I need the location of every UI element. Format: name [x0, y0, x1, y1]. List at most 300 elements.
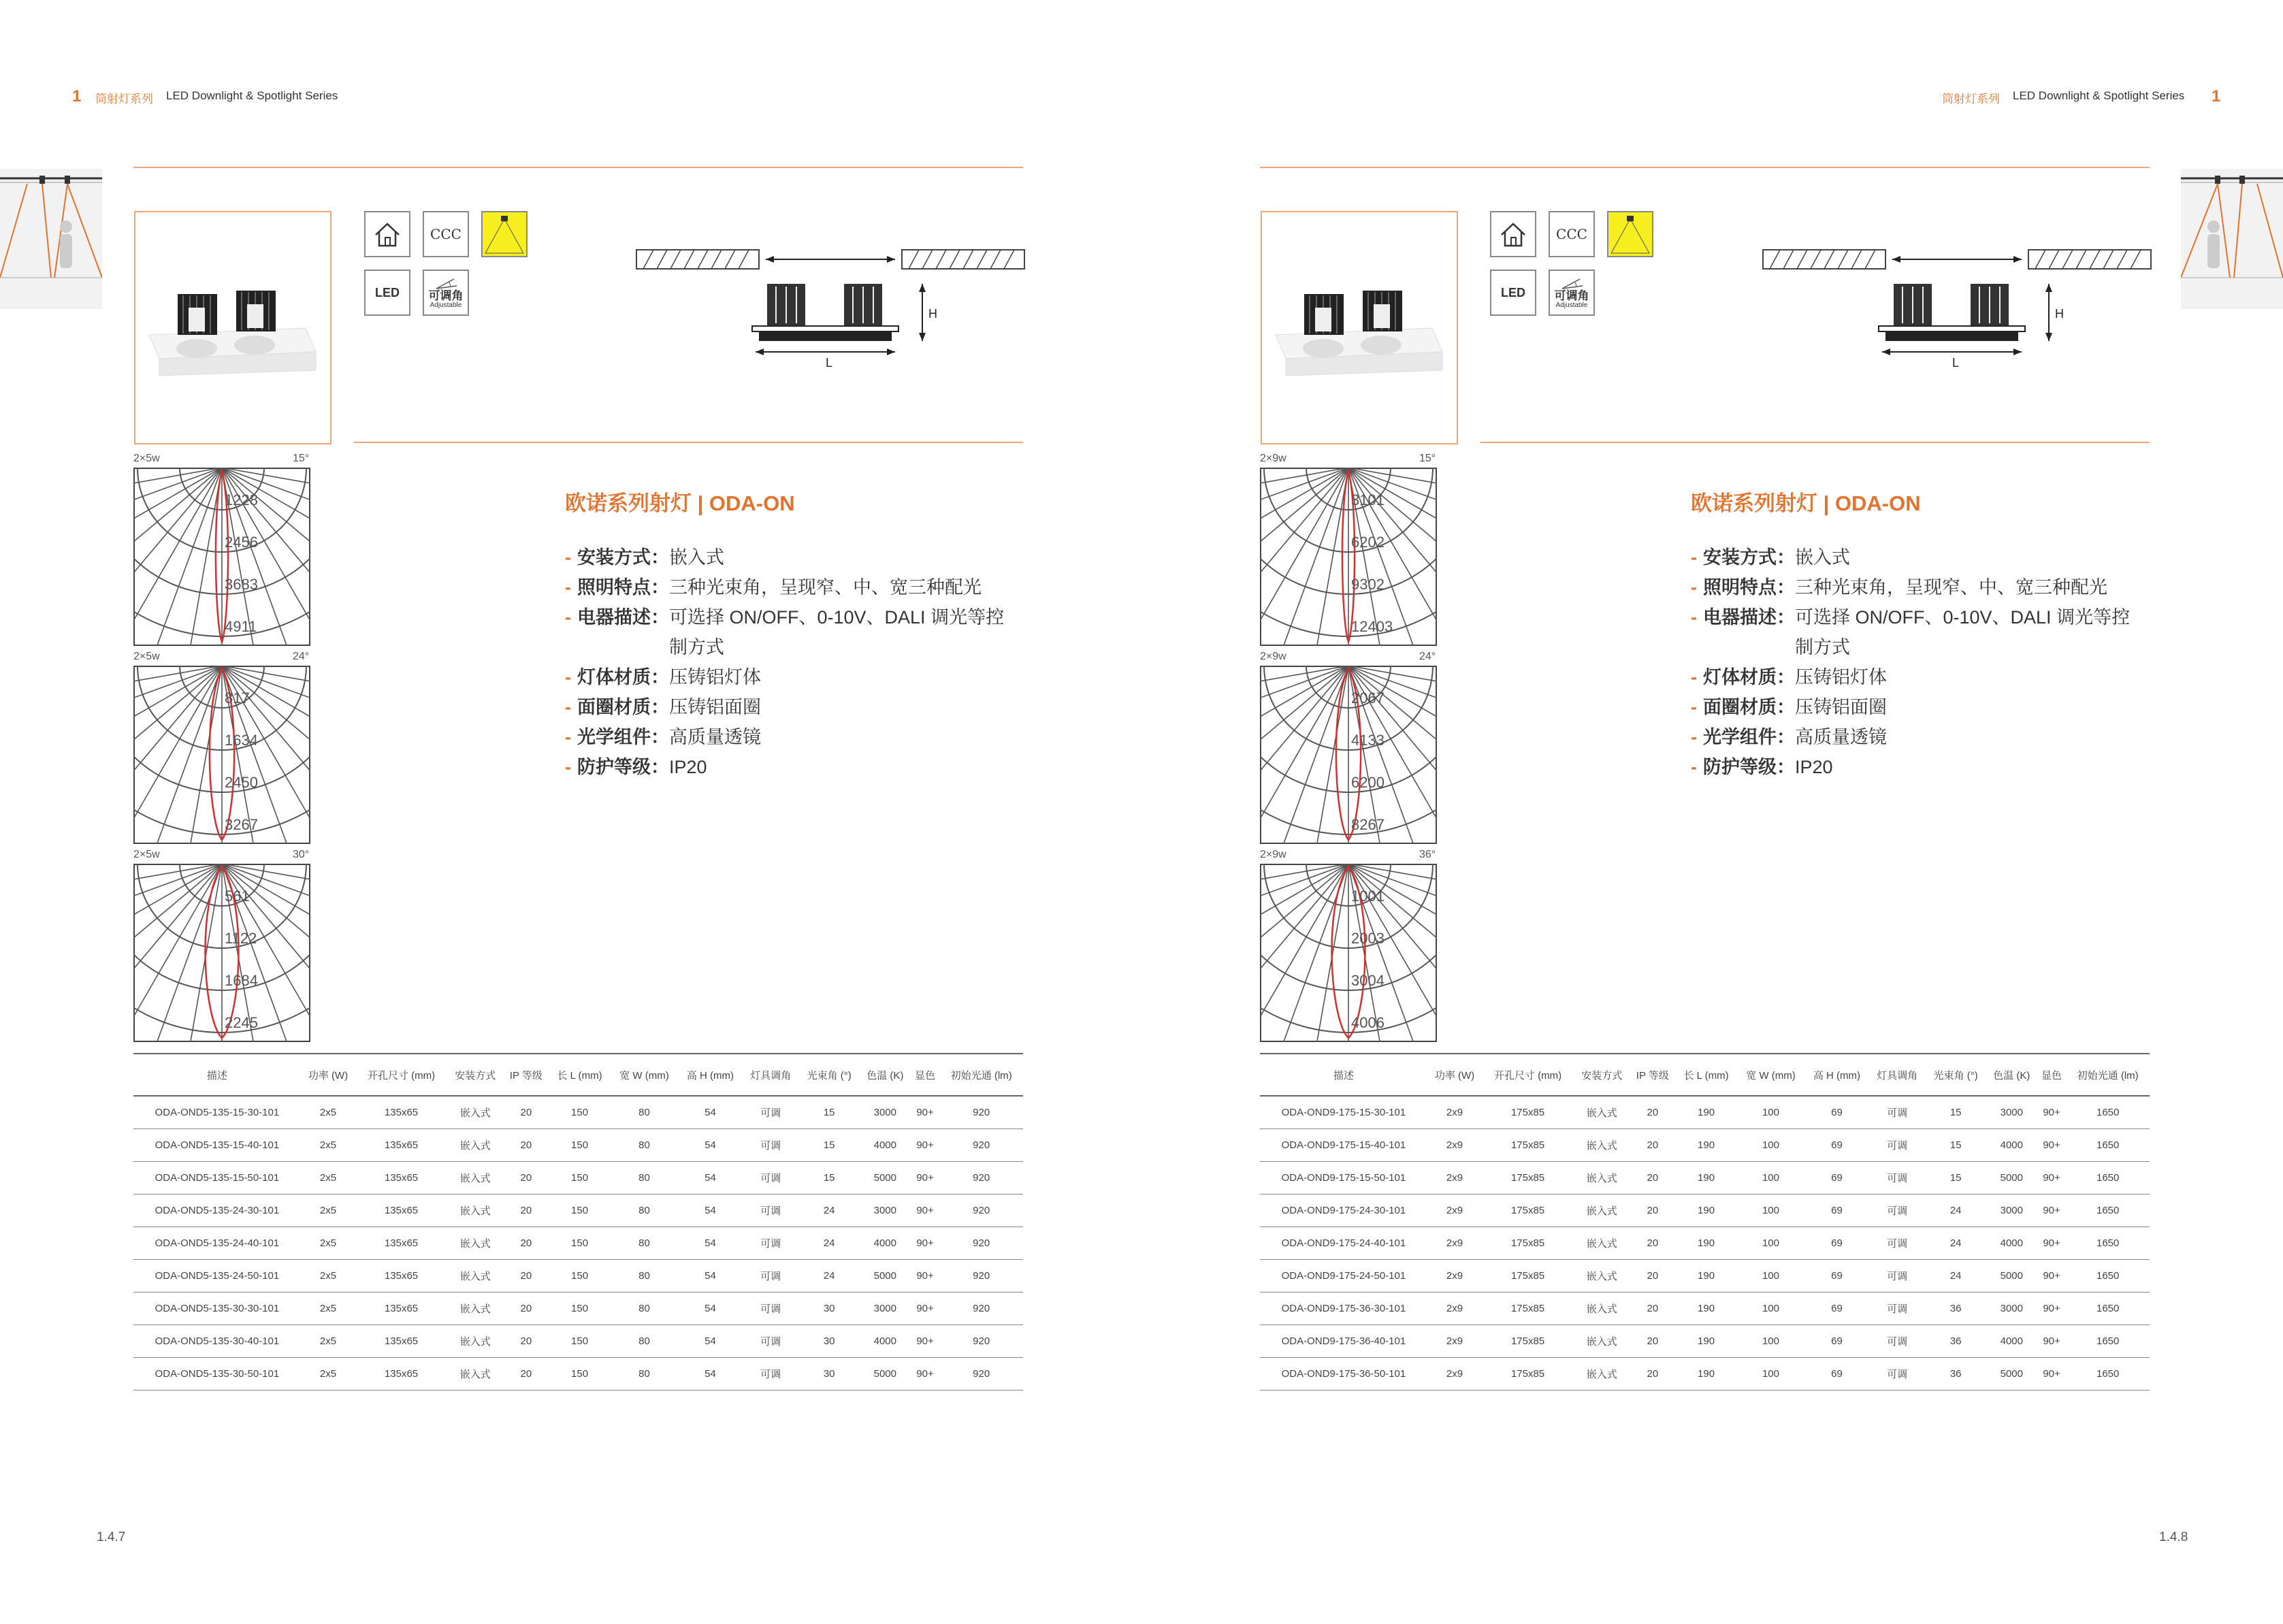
- table-cell: 135x65: [355, 1358, 447, 1391]
- table-cell: 2x5: [301, 1358, 355, 1391]
- table-cell: 5000: [860, 1358, 911, 1391]
- column-header: 宽 W (mm): [611, 1054, 678, 1096]
- table-cell: ODA-OND9-175-24-30-101: [1260, 1195, 1427, 1227]
- table-cell: 54: [678, 1227, 743, 1260]
- feature-list: [565, 542, 1009, 782]
- table-cell: 90+: [911, 1195, 940, 1227]
- table-cell: 2x5: [301, 1096, 355, 1129]
- table-cell: 90+: [911, 1260, 940, 1293]
- table-header-row: [133, 1054, 1023, 1096]
- column-header: 灯具调角: [1869, 1054, 1926, 1096]
- table-cell: ODA-OND5-135-30-50-101: [133, 1358, 301, 1391]
- table-cell: ODA-OND9-175-36-40-101: [1260, 1325, 1427, 1358]
- table-row: [133, 1325, 1023, 1358]
- table-cell: 80: [611, 1358, 678, 1391]
- feature-item: - 照明特点： 三种光束角，呈现窄、中、宽三种配光: [1691, 572, 2135, 602]
- table-cell: ODA-OND5-135-15-40-101: [133, 1129, 301, 1162]
- table-cell: 可调: [743, 1293, 799, 1325]
- polar-grid: [1260, 468, 1437, 646]
- table-cell: 1650: [2066, 1195, 2150, 1227]
- table-cell: 20: [1630, 1325, 1676, 1358]
- polar-value: 1001: [1351, 888, 1385, 905]
- polar-value: 817: [225, 689, 250, 707]
- polar-power: 2×9w: [1260, 453, 1286, 464]
- table-cell: 190: [1675, 1325, 1737, 1358]
- table-row: [1260, 1096, 2150, 1129]
- table-cell: 100: [1737, 1195, 1804, 1227]
- table-cell: 90+: [2037, 1096, 2067, 1129]
- column-header: 描述: [133, 1054, 301, 1096]
- feature-key: 照明特点：: [577, 577, 669, 598]
- polar-value: 1634: [225, 732, 258, 749]
- column-header: 开孔尺寸 (mm): [1482, 1054, 1574, 1096]
- table-cell: ODA-OND9-175-15-30-101: [1260, 1096, 1427, 1129]
- column-header: 宽 W (mm): [1737, 1054, 1804, 1096]
- column-header: 灯具调角: [743, 1054, 799, 1096]
- table-cell: 90+: [911, 1293, 940, 1325]
- table-cell: 135x65: [355, 1227, 447, 1260]
- feature-value: 嵌入式: [669, 547, 724, 568]
- table-cell: 920: [939, 1325, 1023, 1358]
- feature-value: IP20: [1795, 757, 1833, 777]
- column-header: 安装方式: [447, 1054, 504, 1096]
- table-cell: ODA-OND9-175-36-50-101: [1260, 1358, 1427, 1391]
- feature-key: 电器描述：: [577, 607, 669, 628]
- polar-angle: 15°: [1419, 453, 1436, 464]
- polar-angle: 15°: [293, 453, 310, 464]
- table-cell: 嵌入式: [1574, 1260, 1630, 1293]
- table-cell: 2x9: [1427, 1325, 1482, 1358]
- table-cell: 190: [1675, 1227, 1737, 1260]
- table-cell: 920: [939, 1293, 1023, 1325]
- table-cell: 920: [939, 1162, 1023, 1195]
- table-cell: 30: [798, 1325, 859, 1358]
- table-cell: 90+: [911, 1162, 940, 1195]
- feature-item: - 灯体材质： 压铸铝灯体: [565, 662, 1009, 692]
- polar-value: 1122: [225, 930, 257, 947]
- table-cell: ODA-OND5-135-24-40-101: [133, 1227, 301, 1260]
- table-cell: 可调: [1869, 1096, 1926, 1129]
- table-cell: 4000: [1986, 1227, 2037, 1260]
- table-cell: 920: [939, 1096, 1023, 1129]
- feature-key: 面圈材质：: [1703, 697, 1795, 717]
- indoor-icon: [1490, 211, 1536, 257]
- polar-value: 12403: [1351, 618, 1393, 635]
- table-cell: 4000: [1986, 1325, 2037, 1358]
- feature-key: 电器描述：: [1703, 607, 1795, 628]
- polar-spoke: [133, 468, 222, 604]
- table-cell: 3000: [860, 1195, 911, 1227]
- mid-divider: [354, 442, 1023, 443]
- table-cell: 920: [939, 1129, 1023, 1162]
- column-header: IP 等级: [1630, 1054, 1676, 1096]
- feature-key: 照明特点：: [1703, 577, 1795, 598]
- table-cell: 920: [939, 1358, 1023, 1391]
- polar-spoke: [1260, 666, 1348, 759]
- column-header: 长 L (mm): [549, 1054, 611, 1096]
- table-cell: 20: [504, 1129, 549, 1162]
- table-cell: 20: [504, 1162, 549, 1195]
- polar-power: 2×5w: [133, 453, 160, 464]
- table-cell: 15: [798, 1129, 859, 1162]
- table-cell: 4000: [860, 1227, 911, 1260]
- edge-thumbnail: [2181, 169, 2283, 309]
- table-cell: 150: [549, 1358, 611, 1391]
- polar-spoke: [133, 666, 222, 802]
- column-header: 高 H (mm): [1804, 1054, 1869, 1096]
- feature-key: 光学组件：: [1703, 727, 1795, 747]
- polar-spoke: [1260, 666, 1348, 802]
- polar-grid: [133, 468, 310, 646]
- spec-table: [133, 1053, 1023, 1391]
- table-cell: 135x65: [355, 1096, 447, 1129]
- table-cell: 2x5: [301, 1260, 355, 1293]
- table-cell: 135x65: [355, 1325, 447, 1358]
- table-cell: 15: [1925, 1096, 1986, 1129]
- table-cell: 135x65: [355, 1260, 447, 1293]
- polar-spoke: [175, 864, 222, 1042]
- table-cell: 150: [549, 1129, 611, 1162]
- table-cell: 36: [1925, 1325, 1986, 1358]
- table-cell: 可调: [1869, 1325, 1926, 1358]
- polar-grid: [133, 864, 310, 1042]
- table-cell: 190: [1675, 1162, 1737, 1195]
- table-cell: 嵌入式: [1574, 1325, 1630, 1358]
- table-cell: 24: [798, 1260, 859, 1293]
- feature-key: 灯体材质：: [1703, 667, 1795, 687]
- table-cell: 54: [678, 1293, 743, 1325]
- table-cell: 100: [1737, 1358, 1804, 1391]
- table-row: [133, 1293, 1023, 1325]
- table-row: [1260, 1293, 2150, 1325]
- polar-angle: 30°: [293, 849, 310, 860]
- table-cell: 90+: [2037, 1293, 2067, 1325]
- table-cell: 可调: [1869, 1195, 1926, 1227]
- feature-item: - 电器描述： 可选择 ON/OFF、0-10V、DALI 调光等控制方式: [1691, 602, 2135, 662]
- table-cell: 20: [1630, 1293, 1676, 1325]
- table-cell: 69: [1804, 1325, 1869, 1358]
- table-cell: 90+: [2037, 1325, 2067, 1358]
- table-cell: 90+: [911, 1096, 940, 1129]
- table-cell: 可调: [743, 1227, 799, 1260]
- feature-item: - 安装方式： 嵌入式: [1691, 542, 2135, 572]
- polar-spoke: [1301, 864, 1348, 1042]
- table-cell: 90+: [2037, 1358, 2067, 1391]
- table-cell: 5000: [860, 1260, 911, 1293]
- feature-value: 三种光束角，呈现窄、中、宽三种配光: [1795, 577, 2107, 598]
- table-cell: 80: [611, 1260, 678, 1293]
- table-cell: 2x9: [1427, 1260, 1482, 1293]
- table-cell: 5000: [1986, 1358, 2037, 1391]
- table-cell: 190: [1675, 1195, 1737, 1227]
- table-cell: 100: [1737, 1260, 1804, 1293]
- table-row: [1260, 1195, 2150, 1227]
- feature-item: - 电器描述： 可选择 ON/OFF、0-10V、DALI 调光等控制方式: [565, 602, 1009, 662]
- table-cell: 嵌入式: [1574, 1227, 1630, 1260]
- table-cell: 嵌入式: [447, 1325, 504, 1358]
- table-cell: 150: [549, 1260, 611, 1293]
- feature-value: 高质量透镜: [669, 727, 761, 747]
- table-cell: 69: [1804, 1358, 1869, 1391]
- column-header: 高 H (mm): [678, 1054, 743, 1096]
- polar-spoke: [1301, 468, 1348, 646]
- table-cell: 54: [678, 1260, 743, 1293]
- table-cell: 69: [1804, 1227, 1869, 1260]
- table-cell: 90+: [911, 1129, 940, 1162]
- table-cell: 1650: [2066, 1325, 2150, 1358]
- series-title-cn: 筒射灯系列: [1942, 93, 2000, 105]
- house-icon: [1496, 217, 1530, 251]
- ccc-icon: CCC: [423, 211, 469, 257]
- table-cell: 90+: [911, 1325, 940, 1358]
- table-cell: 嵌入式: [1574, 1358, 1630, 1391]
- table-cell: 190: [1675, 1096, 1737, 1129]
- table-cell: 69: [1804, 1162, 1869, 1195]
- length-label: L: [1952, 356, 1960, 370]
- spotlight-icon: [1608, 212, 1652, 256]
- height-label: H: [2055, 307, 2064, 321]
- polar-value: 2245: [225, 1014, 258, 1031]
- table-cell: 2x5: [301, 1293, 355, 1325]
- table-cell: 90+: [2037, 1260, 2067, 1293]
- page-mark: 1: [2212, 87, 2221, 105]
- table-cell: ODA-OND9-175-36-30-101: [1260, 1293, 1427, 1325]
- table-cell: 54: [678, 1325, 743, 1358]
- polar-value: 1684: [225, 972, 258, 989]
- table-row: [133, 1227, 1023, 1260]
- feature-value: 高质量透镜: [1795, 727, 1887, 747]
- feature-item: - 安装方式： 嵌入式: [565, 542, 1009, 572]
- table-cell: 2x9: [1427, 1227, 1482, 1260]
- polar-spoke: [1260, 666, 1348, 841]
- table-cell: 20: [504, 1325, 549, 1358]
- table-cell: 175x85: [1482, 1162, 1574, 1195]
- polar-spoke: [133, 864, 222, 1039]
- table-cell: 175x85: [1482, 1195, 1574, 1227]
- house-icon: [370, 217, 404, 251]
- feature-key: 防护等级：: [1703, 757, 1795, 777]
- table-cell: 20: [504, 1358, 549, 1391]
- table-row: [133, 1129, 1023, 1162]
- polar-spoke: [1260, 864, 1348, 1039]
- product-title: 欧诺系列射灯 | ODA-ON: [565, 491, 795, 515]
- table-cell: 80: [611, 1227, 678, 1260]
- polar-spoke: [133, 468, 222, 643]
- table-cell: 可调: [743, 1358, 799, 1391]
- table-cell: 1650: [2066, 1293, 2150, 1325]
- polar-value: 4911: [225, 618, 257, 635]
- table-cell: 可调: [743, 1129, 799, 1162]
- table-cell: 1650: [2066, 1129, 2150, 1162]
- polar-value: 3101: [1351, 491, 1385, 508]
- feature-item: - 照明特点： 三种光束角，呈现窄、中、宽三种配光: [565, 572, 1009, 602]
- indoor-icon: [364, 211, 410, 257]
- adjustable-label-cn: 可调角: [1554, 289, 1589, 302]
- table-cell: 24: [798, 1227, 859, 1260]
- table-cell: 30: [798, 1358, 859, 1391]
- product-title: 欧诺系列射灯 | ODA-ON: [1691, 491, 1921, 515]
- table-cell: ODA-OND9-175-15-50-101: [1260, 1162, 1427, 1195]
- spotlight-icon: [483, 212, 526, 256]
- polar-spoke: [133, 666, 222, 841]
- table-row: [1260, 1162, 2150, 1195]
- polar-power: 2×5w: [133, 651, 160, 662]
- feature-key: 面圈材质：: [577, 697, 669, 717]
- table-cell: 20: [1630, 1195, 1676, 1227]
- table-cell: 4000: [1986, 1129, 2037, 1162]
- column-header: 色温 (K): [1986, 1054, 2037, 1096]
- table-cell: 20: [1630, 1129, 1676, 1162]
- table-cell: ODA-OND5-135-15-50-101: [133, 1162, 301, 1195]
- table-cell: 920: [939, 1195, 1023, 1227]
- table-cell: 嵌入式: [1574, 1293, 1630, 1325]
- polar-value: 1228: [225, 491, 258, 508]
- table-cell: 2x5: [301, 1162, 355, 1195]
- polar-value: 2456: [225, 534, 258, 551]
- page-number: 1.4.8: [2159, 1530, 2188, 1544]
- table-cell: 嵌入式: [447, 1195, 504, 1227]
- table-cell: 90+: [2037, 1227, 2067, 1260]
- table-cell: 20: [1630, 1358, 1676, 1391]
- column-header: 光束角 (°): [1925, 1054, 1986, 1096]
- table-cell: 嵌入式: [447, 1162, 504, 1195]
- table-row: [133, 1358, 1023, 1391]
- feature-value: 三种光束角，呈现窄、中、宽三种配光: [669, 577, 982, 598]
- table-cell: 嵌入式: [1574, 1195, 1630, 1227]
- table-cell: 可调: [743, 1195, 799, 1227]
- table-cell: 5000: [860, 1162, 911, 1195]
- polar-angle: 24°: [1419, 651, 1436, 662]
- table-cell: 3000: [860, 1096, 911, 1129]
- installation-diagram: [633, 242, 1025, 371]
- table-cell: 135x65: [355, 1129, 447, 1162]
- table-cell: 36: [1925, 1358, 1986, 1391]
- table-cell: 2x9: [1427, 1293, 1482, 1325]
- polar-spoke: [1260, 468, 1348, 643]
- beam-light-icon: [1607, 211, 1653, 257]
- table-cell: 嵌入式: [447, 1096, 504, 1129]
- column-header: 长 L (mm): [1675, 1054, 1737, 1096]
- table-cell: 150: [549, 1325, 611, 1358]
- feature-value: 可选择 ON/OFF、0-10V、DALI 调光等控制方式: [669, 607, 1005, 657]
- table-cell: 24: [1925, 1260, 1986, 1293]
- column-header: 安装方式: [1574, 1054, 1630, 1096]
- page-number: 1.4.7: [97, 1530, 126, 1544]
- column-header: 描述: [1260, 1054, 1427, 1096]
- table-row: [1260, 1325, 2150, 1358]
- table-cell: 可调: [743, 1162, 799, 1195]
- table-cell: 3000: [860, 1293, 911, 1325]
- polar-value: 3683: [225, 576, 258, 593]
- table-cell: 15: [1925, 1129, 1986, 1162]
- table-cell: 24: [798, 1195, 859, 1227]
- table-cell: 175x85: [1482, 1293, 1574, 1325]
- table-cell: 54: [678, 1162, 743, 1195]
- edge-thumbnail: [0, 169, 102, 309]
- table-cell: 15: [798, 1096, 859, 1129]
- feature-key: 灯体材质：: [577, 667, 669, 687]
- table-cell: 54: [678, 1096, 743, 1129]
- table-cell: 190: [1675, 1260, 1737, 1293]
- table-cell: 可调: [1869, 1162, 1926, 1195]
- table-cell: 20: [504, 1227, 549, 1260]
- column-header: 开孔尺寸 (mm): [355, 1054, 447, 1096]
- feature-item: - 面圈材质： 压铸铝面圈: [565, 692, 1009, 722]
- table-row: [133, 1260, 1023, 1293]
- column-header: 功率 (W): [301, 1054, 355, 1096]
- table-cell: 175x85: [1482, 1325, 1574, 1358]
- table-row: [133, 1195, 1023, 1227]
- table-cell: 175x85: [1482, 1260, 1574, 1293]
- polar-spoke: [133, 666, 222, 759]
- table-cell: 15: [1925, 1162, 1986, 1195]
- table-cell: 920: [939, 1260, 1023, 1293]
- polar-value: 4006: [1351, 1014, 1385, 1031]
- table-cell: 920: [939, 1227, 1023, 1260]
- table-cell: 20: [1630, 1096, 1676, 1129]
- table-cell: 135x65: [355, 1195, 447, 1227]
- series-title-en: LED Downlight & Spotlight Series: [2013, 89, 2185, 102]
- table-cell: 175x85: [1482, 1358, 1574, 1391]
- table-cell: 20: [504, 1293, 549, 1325]
- beam-light-icon: [481, 211, 528, 257]
- table-cell: ODA-OND9-175-24-50-101: [1260, 1260, 1427, 1293]
- table-cell: 90+: [2037, 1162, 2067, 1195]
- adjustable-icon: [423, 270, 469, 316]
- angle-icon: [434, 276, 458, 290]
- table-cell: 69: [1804, 1195, 1869, 1227]
- table-cell: 20: [504, 1195, 549, 1227]
- table-row: [1260, 1227, 2150, 1260]
- polar-grid: [1260, 666, 1437, 844]
- adjustable-icon: [1549, 270, 1595, 316]
- adjustable-label-cn: 可调角: [428, 289, 464, 302]
- table-cell: 2x5: [301, 1227, 355, 1260]
- table-cell: 90+: [911, 1358, 940, 1391]
- polar-spoke: [175, 468, 222, 646]
- column-header: 显色: [2037, 1054, 2067, 1096]
- table-cell: 可调: [743, 1096, 799, 1129]
- table-cell: 175x85: [1482, 1096, 1574, 1129]
- table-cell: 24: [1925, 1227, 1986, 1260]
- table-cell: 80: [611, 1293, 678, 1325]
- table-cell: 100: [1737, 1096, 1804, 1129]
- feature-item: - 光学组件： 高质量透镜: [565, 722, 1009, 752]
- table-cell: 1650: [2066, 1358, 2150, 1391]
- table-cell: 20: [1630, 1162, 1676, 1195]
- adjustable-label-en: Adjustable: [430, 302, 462, 309]
- table-cell: 54: [678, 1129, 743, 1162]
- table-cell: 嵌入式: [1574, 1129, 1630, 1162]
- table-cell: 20: [504, 1096, 549, 1129]
- table-cell: ODA-OND5-135-30-40-101: [133, 1325, 301, 1358]
- table-cell: 100: [1737, 1293, 1804, 1325]
- feature-key: 防护等级：: [577, 757, 669, 777]
- table-cell: 80: [611, 1162, 678, 1195]
- polar-value: 8267: [1351, 816, 1385, 833]
- table-cell: 24: [1925, 1195, 1986, 1227]
- downlight-photo: [135, 212, 330, 443]
- polar-power: 2×9w: [1260, 849, 1286, 860]
- table-cell: 可调: [1869, 1293, 1926, 1325]
- table-row: [133, 1096, 1023, 1129]
- feature-value: 压铸铝灯体: [669, 667, 761, 687]
- table-cell: ODA-OND5-135-24-30-101: [133, 1195, 301, 1227]
- led-icon: LED: [1490, 270, 1536, 316]
- feature-item: - 防护等级： IP20: [565, 752, 1009, 782]
- table-cell: 175x85: [1482, 1227, 1574, 1260]
- table-cell: 嵌入式: [1574, 1162, 1630, 1195]
